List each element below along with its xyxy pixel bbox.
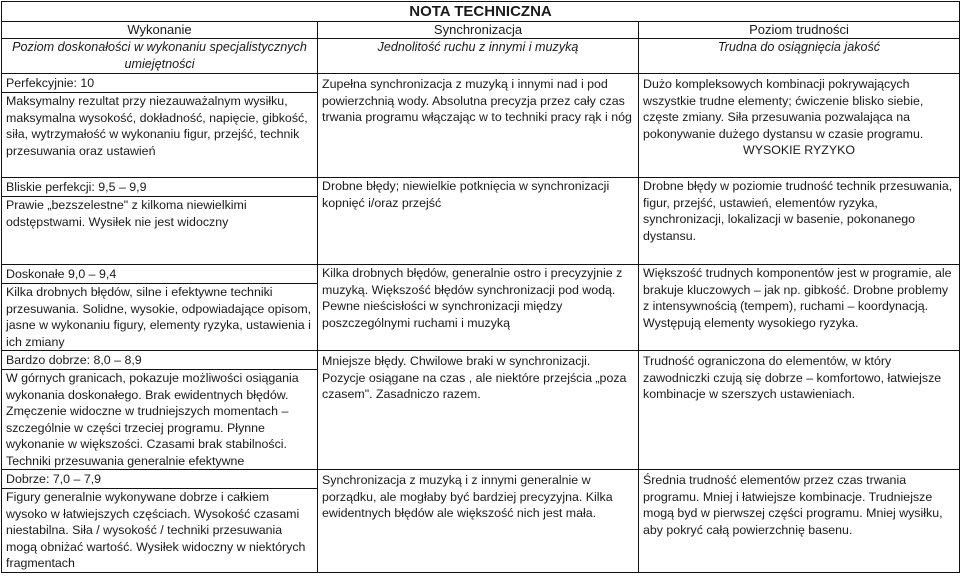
level-label: Bardzo dobrze: 8,0 – 8,9 xyxy=(2,351,318,370)
subheader-synchronization: Jednolitość ruchu z innymi i muzyką xyxy=(318,39,639,74)
level-label-row xyxy=(2,178,960,197)
header-row xyxy=(2,22,960,39)
difficulty-cell xyxy=(639,74,960,178)
header-difficulty: Poziom trudności xyxy=(639,22,960,39)
level-label-row xyxy=(2,470,960,489)
header-synchronization: Synchronizacja xyxy=(318,22,639,39)
execution-cell: Prawie „bezszelestne" z kilkoma niewielkimi odstępstwami. Wysiłek nie jest widoczny xyxy=(2,197,318,265)
difficulty-text: Dużo kompleksowych kombinacji pokrywających wszystkie trudne elementy; ćwiczenie blisko siebie, częste zmiany. Siła przesuwania pozwalająca na pokonywanie dużego dystansu w czasie programu. xyxy=(643,77,924,141)
level-label-row xyxy=(2,265,960,284)
difficulty-cell: Średnia trudność elementów przez czas trwania programu. Mniej i łatwiejsze kombinacje. Trudniejsze mogą byd w pierwszej części programu. Mniej wysiłku, aby pokryć całą powierzchnię basenu. xyxy=(639,470,960,573)
high-risk-label: WYSOKIE RYZYKO xyxy=(743,143,855,157)
technical-score-table xyxy=(1,1,960,573)
level-label: Doskonałe 9,0 – 9,4 xyxy=(2,265,318,284)
subheader-execution: Poziom doskonałości w wykonaniu specjalistycznych umiejętności xyxy=(2,39,318,74)
level-label: Dobrze: 7,0 – 7,9 xyxy=(2,470,318,489)
sync-cell: Drobne błędy; niewielkie potknięcia w synchronizacji kopnięć i/oraz przejść xyxy=(318,178,639,265)
execution-cell: Figury generalnie wykonywane dobrze i całkiem wysoko w łatwiejszych częściach. Wysokość czasami niestabilna. Siła / wysokość / techniki przesuwania mogą obniżać wartość. Wysiłek widoczny w niektórych fragmentach xyxy=(2,489,318,573)
sync-cell: Synchronizacja z muzyką i z innymi generalnie w porządku, ale mogłaby być bardziej precyzyjna. Kilka ewidentnych błędów ale większość nich jest mała. xyxy=(318,470,639,573)
sync-cell: Mniejsze błędy. Chwilowe braki w synchronizacji. Pozycje osiągane na czas , ale niektóre przejścia „poza czasem". Zasadniczo razem. xyxy=(318,351,639,470)
difficulty-cell: Trudność ograniczona do elementów, w który zawodniczki czują się dobrze – komfortowo, łatwiejsze kombinacje w szerszych ustawieniach. xyxy=(639,351,960,470)
sync-cell: Kilka drobnych błędów, generalnie ostro i precyzyjnie z muzyką. Większość błędów synchronizacji pod wodą. Pewne nieścisłości w synchronizacji między poszczególnymi ruchami i muzyką xyxy=(318,265,639,351)
execution-cell: Maksymalny rezultat przy niezauważalnym wysiłku, maksymalna wysokość, dokładność, napięcie, gibkość, siła, wytrzymałość w wykonaniu figur, przejść, technik przesuwania oraz ustawień xyxy=(2,93,318,178)
level-label: Perfekcyjnie: 10 xyxy=(2,74,318,93)
execution-cell: Kilka drobnych błędów, silne i efektywne techniki przesuwania. Solidne, wysokie, odpowiadające opisom, jasne w wykonaniu figury, elementy ryzyka, ustawienia i ich zmiany xyxy=(2,284,318,351)
subheader-row xyxy=(2,39,960,74)
level-label-row xyxy=(2,351,960,370)
table-title: NOTA TECHNICZNA xyxy=(2,2,960,22)
level-label: Bliskie perfekcji: 9,5 – 9,9 xyxy=(2,178,318,197)
level-label-row xyxy=(2,74,960,93)
execution-cell: W górnych granicach, pokazuje możliwości osiągania wykonania doskonałego. Brak ewidentnych błędów. Zmęczenie widoczne w trudniejszych momentach – szczególnie w części trzeciej programu. Płynne wykonanie w większości. Czasami brak stabilności. Techniki przesuwania generalnie efektywne xyxy=(2,370,318,470)
header-execution: Wykonanie xyxy=(2,22,318,39)
difficulty-cell: Drobne błędy w poziomie trudność technik przesuwania, figur, przejść, ustawień, elementów ryzyka, synchronizacji, lokalizacji w basenie, pokonanego dystansu. xyxy=(639,178,960,265)
sync-cell: Zupełna synchronizacja z muzyką i innymi nad i pod powierzchnią wody. Absolutna precyzja przez cały czas trwania programu włączając w to techniki pracy rąk i nóg xyxy=(318,74,639,178)
subheader-difficulty: Trudna do osiągnięcia jakość xyxy=(639,39,960,74)
difficulty-cell: Większość trudnych komponentów jest w programie, ale brakuje kluczowych – jak np. gibkość. Drobne problemy z intensywnością (tempem), ruchami – koordynacją. Występują elementy wysokiego ryzyka. xyxy=(639,265,960,351)
